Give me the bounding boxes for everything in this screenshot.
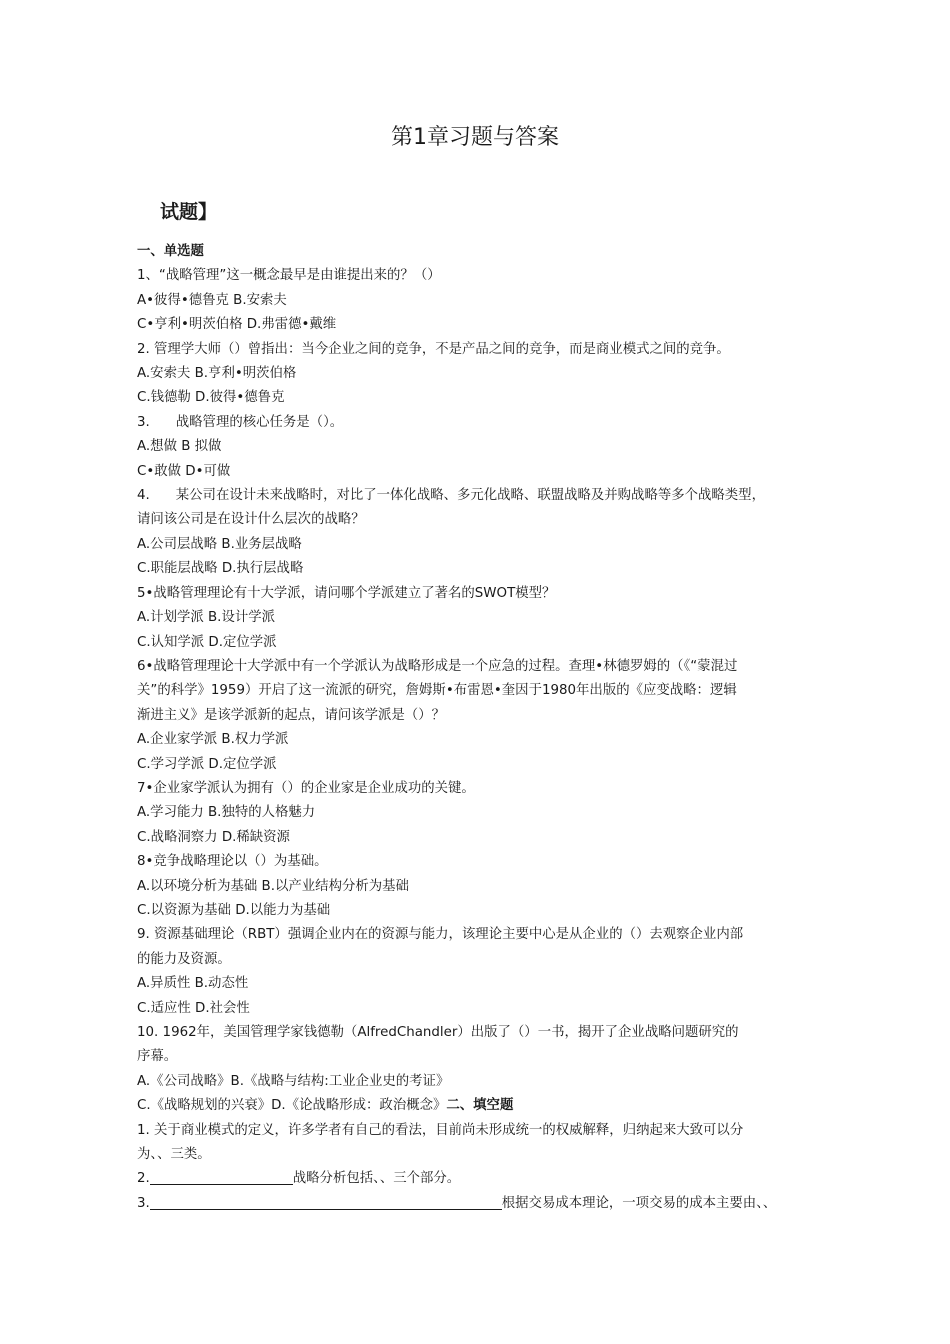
question-8: 8•竞争战略理论以（）为基础。 (137, 854, 328, 870)
part2-heading: 二、填空题 (446, 1098, 514, 1114)
question-3-text: 战略管理的核心任务是（）。 (175, 414, 344, 430)
question-5: 5•战略管理理论有十大学派，请问哪个学派建立了著名的SWOT模型？ (137, 585, 556, 601)
question-6-options-ab: A.企业家学派 B.权力学派 (137, 732, 289, 748)
question-10-options-ab: A.《公司战略》B.《战略与结构:工业企业史的考证》 (137, 1073, 450, 1089)
question-3-options-cd: C•敢做 D•可做 (137, 463, 231, 479)
fill-3-blank (150, 1193, 502, 1210)
question-4-options-cd: C.职能层战略 D.执行层战略 (137, 561, 304, 577)
part1-heading: 一、单选题 (137, 244, 204, 259)
page-title: 第1章习题与答案 (391, 125, 559, 150)
question-9-continued: 的能力及资源。 (137, 951, 231, 967)
question-4-text: 某公司在设计未来战略时，对比了一体化战略、多元化战略、联盟战略及并购战略等多个战略类型， (175, 488, 765, 504)
question-1-options-ab: A•彼得•德鲁克 B.安索夫 (137, 292, 287, 308)
question-4-options-ab: A.公司层战略 B.业务层战略 (137, 536, 302, 552)
question-6-continued-1: 关”的科学》1959）开启了这一流派的研究，詹姆斯•布雷恩•奎因于1980年出版的《应变战略：逻辑 (137, 683, 737, 699)
question-5-options-cd: C.认知学派 D.定位学派 (137, 634, 277, 650)
question-5-options-ab: A.计划学派 B.设计学派 (137, 610, 276, 626)
question-2: 2. 管理学大师（）曾指出：当今企业之间的竞争，不是产品之间的竞争，而是商业模式之间的竞争。 (137, 341, 730, 357)
fill-2-blank (150, 1168, 293, 1185)
question-9-options-ab: A.异质性 B.动态性 (137, 976, 249, 992)
question-9-options-cd: C.适应性 D.社会性 (137, 1000, 250, 1016)
question-10-continued: 序幕。 (137, 1049, 178, 1065)
question-3-options-ab: A.想做 B 拟做 (137, 439, 222, 455)
question-7-options-cd: C.战略洞察力 D.稀缺资源 (137, 829, 290, 845)
fill-2-text: 战略分析包括、、三个部分。 (292, 1171, 461, 1187)
question-3-number: 3. (137, 414, 150, 430)
question-1-options-cd: C•亨利•明茨伯格 D.弗雷德•戴维 (137, 317, 337, 333)
document-body (137, 240, 827, 1216)
question-6: 6•战略管理理论十大学派中有一个学派认为战略形成是一个应急的过程。查理•林德罗姆的（《“蒙混过 (137, 658, 738, 674)
question-3 (137, 411, 827, 435)
question-2-options-cd: C.钱德勒 D.彼得•德鲁克 (137, 390, 285, 406)
question-4-number: 4. (137, 488, 150, 504)
question-10-options-cd-text: C.《战略规划的兴衰》D.《论战略形成：政治概念》 (137, 1098, 447, 1114)
fill-1-continued: 为、、三类。 (137, 1147, 211, 1163)
fill-1: 1. 关于商业模式的定义，许多学者有自己的看法，目前尚未形成统一的权威解释，归纳起来大致可以分 (137, 1122, 744, 1138)
fill-3-number: 3. (137, 1195, 150, 1211)
question-6-continued-2: 渐进主义》是该学派新的起点，请问该学派是（）？ (137, 707, 445, 723)
fill-2 (137, 1167, 827, 1191)
question-8-options-ab: A.以环境分析为基础 B.以产业结构分析为基础 (137, 878, 409, 894)
fill-3 (137, 1192, 827, 1216)
question-4-continued: 请问该公司是在设计什么层次的战略？ (137, 512, 365, 528)
question-4 (137, 484, 827, 508)
question-6-options-cd: C.学习学派 D.定位学派 (137, 756, 277, 772)
question-9: 9. 资源基础理论（RBT）强调企业内在的资源与能力，该理论主要中心是从企业的（）去观察企业内部 (137, 927, 744, 943)
question-2-options-ab: A.安索夫 B.亨利•明茨伯格 (137, 366, 297, 382)
question-10-options-cd (137, 1094, 827, 1118)
fill-2-number: 2. (137, 1171, 150, 1187)
question-1: 1、“战略管理”这一概念最早是由谁提出来的？（） (137, 268, 441, 284)
question-7: 7•企业家学派认为拥有（）的企业家是企业成功的关键。 (137, 780, 475, 796)
question-10: 10. 1962年，美国管理学家钱德勒（AlfredChandler）出版了（）一书，揭开了企业战略问题研究的 (137, 1025, 739, 1040)
question-8-options-cd: C.以资源为基础 D.以能力为基础 (137, 902, 331, 918)
section-heading: 试题】 (160, 201, 218, 223)
question-7-options-ab: A.学习能力 B.独特的人格魅力 (137, 805, 316, 821)
fill-3-text: 根据交易成本理论，一项交易的成本主要由、、 (501, 1195, 777, 1211)
